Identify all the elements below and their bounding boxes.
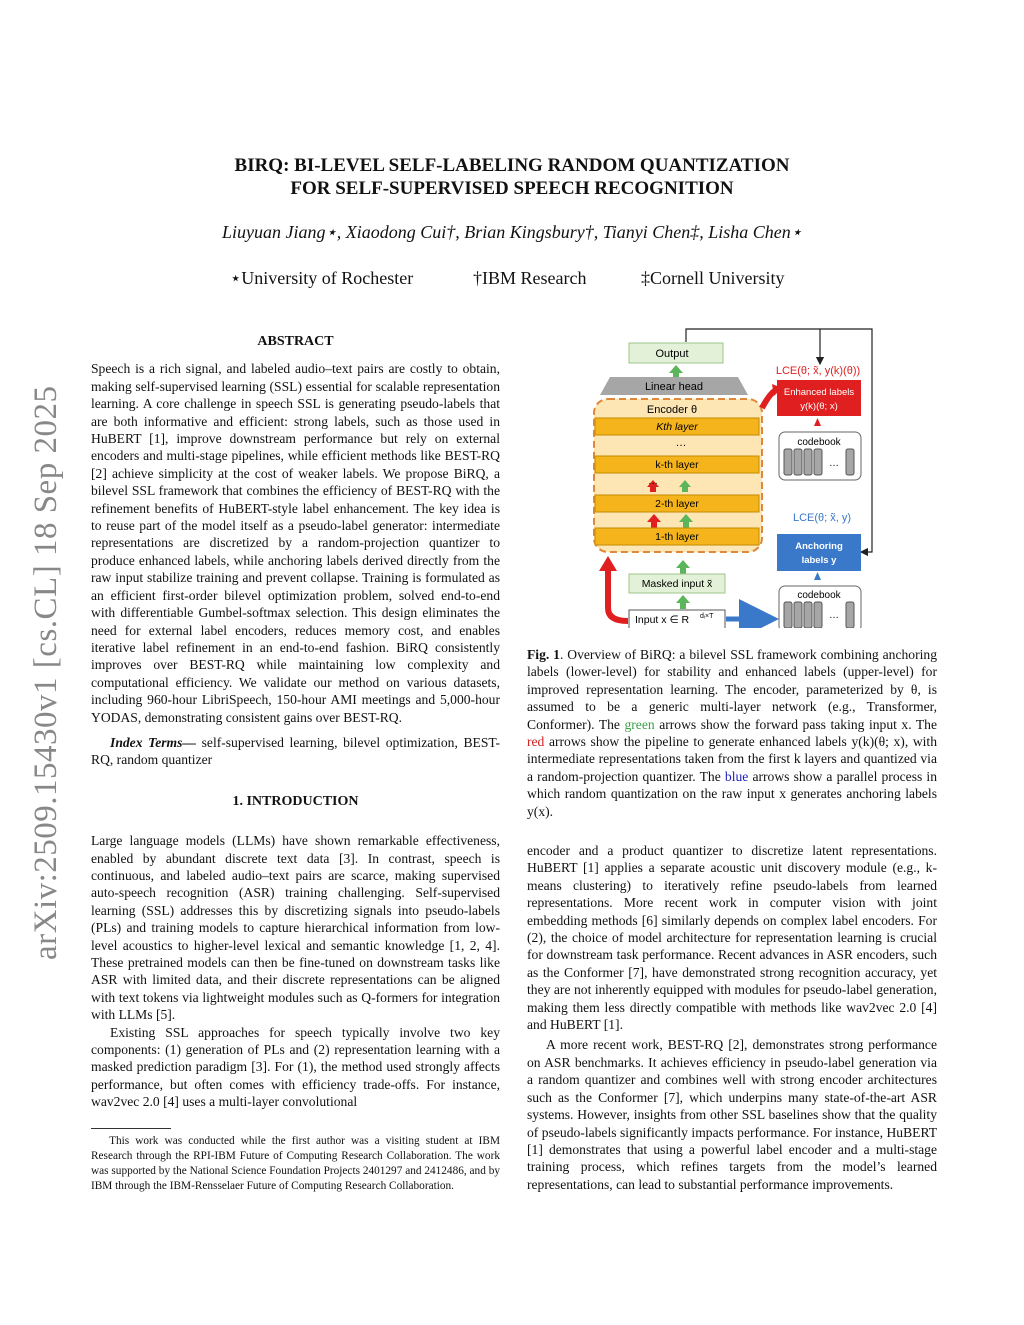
footnote-text: This work was conducted while the first author was a visiting student at IBM Research through the RPI-IBM Future of Computing Research Collaboration. The work was supported by the National Science Foundation Projects 2401297 and 2412486, and by IBM through the IBM-Rensselaer Future of Computing Research Collaboration. [91,1135,500,1192]
masked-input-label: Masked input x̃ [641,578,713,590]
layer-1-label: 1-th layer [655,531,699,543]
encoder-label: Encoder θ [646,404,698,416]
input-label: Input x ∈ R [635,614,690,626]
blue-arrow-up-icon [814,572,821,580]
index-terms-label: Index Terms— [110,734,196,750]
output-label: Output [655,348,689,360]
linear-head-label: Linear head [644,381,704,393]
left-column [91,333,500,1111]
birq-overview-figure [588,328,878,628]
affiliation-ibm: †IBM Research [473,268,587,288]
caption-green-word: green [624,716,655,732]
enhanced-labels-formula: y(k)(θ; x) [800,401,838,412]
affiliation-cornell: ‡Cornell University [641,268,785,288]
green-arrow-icon [676,595,690,609]
right-paragraph-1: encoder and a product quantizer to discretize latent representations. HuBERT [1] applies a separate acoustic unit discovery module (e.g., k-means clustering) to iteratively refine pseudo-labels from learned representations. More recent work in computer vision with joint embedding methods [6] similarly depends on complex label encoders. For (2), the choice of model architecture for representation learning is crucial for downstream task performance. Recent advances in ASR encoders, such as the Conformer [7], have demonstrated strong recognition accuracy, yet they are not inherently equipped with modules for pseudo-label generation, making them less directly compatible with methods like wav2vec 2.0 [4] and HuBERT [1]. [527,843,937,1033]
dots-red: … [648,476,658,487]
codebook-top-label: codebook [797,437,841,448]
right-column [527,842,937,1193]
abstract-text: Speech is a rich signal, and labeled audio–text pairs are costly to obtain, making self-supervised learning (SSL) essential for scalable representation learning. A core challenge in speech SSL is generating pseudo-labels that are both informative and efficient: strong labels, such as those used in HuBERT [1], improve downstream performance but rely on external encoders and multi-stage pipelines, while efficient methods like BEST-RQ [2] achieve simplicity at the cost of weaker labels. We propose BiRQ, a bilevel SSL framework that combines the efficiency of BEST-RQ with the refinement benefits of HuBERT-style label enhancement. The key idea is to reuse part of the model itself as a pseudo-label generator: intermediate representations are discretized by a random-projection quantizer to produce enhanced labels, while anchoring labels derived directly from the raw input stabilize training and prevent collapse. Training is formulated as an efficient first-order bilevel optimization problem, solved end-to-end with differentiable Gumbel-softmax selection. This design eliminates the need for external label encoders, reduces memory cost, and enables iterative label refinement in an end-to-end fashion. BiRQ consistently improves over BEST-RQ while maintaining low complexity and computational efficiency. We validate our method on various datasets, including 960-hour LibriSpeech, 150-hour AMI meetings and 5,000-hour YODAS, demonstrating consistent gains over BEST-RQ. [91,361,500,725]
codebook-bottom-label: codebook [797,590,841,601]
red-arrow-up-icon [814,418,821,426]
caption-text-1: . Overview of BiRQ: a bilevel SSL framework combining anchoring labels (lower-level) for stability and enhanced labels (upper-level) for improved representation learning. The encoder, parameterized by θ, is assumed to be a generic multi-layer network (e.g., Transformer, Conformer). The [527,647,937,732]
title-line-2: FOR SELF-SUPERVISED SPEECH RECOGNITION [290,178,734,199]
caption-text-2: arrows show the forward pass taking input x. The [654,716,937,732]
loss-anchoring: LCE(θ; x̃, y) [792,512,852,524]
affiliation-rochester: ⋆University of Rochester [230,268,414,288]
loss-enhanced: LCE(θ; x̃, y(k)(θ)) [775,365,861,377]
codebook-bottom-ellipsis: … [829,610,839,621]
dots-upper: … [675,437,687,449]
caption-text-4: arrows show a parallel process in which random quantization on the raw input x generates anchoring labels y(x). [527,768,937,819]
footnote [91,1134,500,1194]
k-layer-label: k-th layer [655,459,699,471]
anchoring-labels-symbol: labels y [801,555,837,566]
input-superscript: dᵢ×T [700,613,714,620]
layer-2-label: 2-th layer [655,498,699,510]
anchoring-labels-title: Anchoring [795,541,843,552]
figure-caption [527,646,937,820]
intro-paragraph-1: Large language models (LLMs) have shown remarkable effectiveness, enabled by abundant discrete text data [3]. In contrast, speech is continuous, and labeled audio–text pairs are scarce, making supervised auto-speech recognition (ASR) training challenging. Self-supervised learning (SSL) addresses this by discretizing signals into pseudo-labels (PLs) and training models to capture hierarchical information from low-level acoustics to higher-level lexical and semantic knowledge [1, 2, 4]. These pretrained models can then be fine-tuned on downstream tasks like ASR with limited data, and their discrete representations can be aligned with text tokens via lightweight modules such as Q-formers for integration with LLMs [5]. [91,833,500,1023]
intro-heading: 1. INTRODUCTION [232,793,359,809]
intro-paragraph-2: Existing SSL approaches for speech typically involve two key components: (1) generation of PLs and (2) representation learning with a masked prediction paradigm [3]. For (1), the method used strongly affects performance, but often comes with efficiency trade-offs. For instance, wav2vec 2.0 [4] uses a multi-layer convolutional [91,1024,500,1110]
arxiv-identifier: arXiv:2509.15430v1 [cs.CL] 18 Sep 2025 [28,385,64,960]
right-paragraph-2: A more recent work, BEST-RQ [2], demonstrates strong performance on ASR benchmarks. It achieves efficiency in pseudo-label generation via a random quantizer and combines well with strong encoder architectures such as the Conformer [7], which underpins many state-of-the-art ASR systems. However, insights from other SSL baselines show that the quality of pseudo-labels significantly impacts performance. For instance, HuBERT [1] demonstrates that using a powerful label encoder and a multi-stage training process, which refines targets from the model’s learned representations, can lead to substantial performance improvements. [527,1037,937,1192]
caption-red-word: red [527,734,545,750]
title-line-1: BIRQ: BI-LEVEL SELF-LABELING RANDOM QUANTIZATION [234,155,790,176]
paper-title [150,154,874,200]
green-arrow-icon [676,560,690,574]
caption-blue-word: blue [724,768,749,784]
red-pipeline-arrow [608,568,628,621]
green-arrow-icon [669,365,683,379]
index-terms-text: self-supervised learning, bilevel optimization, BEST-RQ, random quantizer [91,734,500,768]
codebook-top-ellipsis: … [829,458,839,469]
index-terms [91,734,500,769]
kth-layer-label: Kth layer [656,421,698,433]
author-list: Liuyuan Jiang⋆, Xiaodong Cui†, Brian Kingsbury†, Tianyi Chen‡, Lisha Chen⋆ [221,222,803,242]
red-arrowhead-icon [599,556,617,571]
caption-text-3: arrows show the pipeline to generate enhanced labels y(k)(θ; x), with intermediate representations taken from the first k layers and quantized via a random-projection quantizer. The [527,734,937,784]
footnote-rule [91,1128,171,1129]
enhanced-labels-title: Enhanced labels [783,387,855,398]
abstract-heading: ABSTRACT [257,334,334,349]
caption-label: Fig. 1 [527,647,560,662]
